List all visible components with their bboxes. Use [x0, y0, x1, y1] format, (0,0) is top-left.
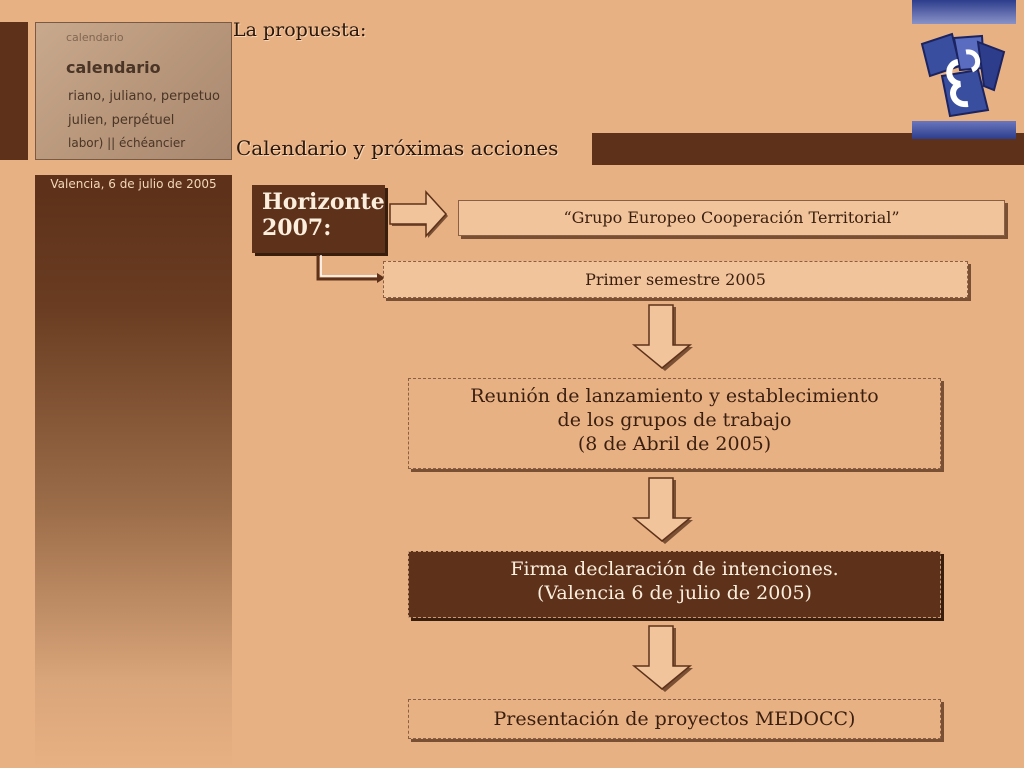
- presentacion-box: [408, 699, 941, 739]
- photo-word-2: riano, juliano, perpetuo: [68, 89, 221, 104]
- horizonte-line-1: Horizonte: [262, 189, 385, 215]
- grupo-europeo-box: [458, 200, 1005, 236]
- page-title: La propuesta:: [233, 19, 367, 41]
- reunion-line-1: Reunión de lanzamiento y establecimiento: [470, 385, 879, 407]
- puzzle-logo-icon: [912, 26, 1016, 120]
- photo-word-4: labor) || échéancier: [68, 136, 186, 150]
- logo-bar-bottom: [912, 121, 1016, 139]
- left-decorative-band: [0, 22, 28, 160]
- horizonte-line-2: 2007:: [262, 215, 332, 241]
- firma-line-1: Firma declaración de intenciones.: [510, 558, 839, 580]
- horizonte-label: [252, 185, 385, 253]
- date-label: Valencia, 6 de julio de 2005: [35, 175, 232, 193]
- section-subtitle: Calendario y próximas acciones: [236, 136, 559, 160]
- presentacion-text: Presentación de proyectos MEDOCC): [493, 708, 856, 730]
- logo-bar-top: [912, 0, 1016, 24]
- photo-word-1: calendario: [66, 58, 161, 77]
- firma-box: [408, 551, 941, 618]
- elbow-arrow-icon: [313, 253, 387, 289]
- arrow-down-icon: [633, 626, 697, 694]
- reunion-line-3: (8 de Abril de 2005): [577, 433, 772, 455]
- reunion-box: [408, 378, 941, 469]
- calendar-dictionary-photo: calendario calendario riano, juliano, perpetuo julien, perpétuel labor) || échéancier: [35, 22, 232, 160]
- arrow-right-icon: [388, 188, 454, 248]
- reunion-line-2: de los grupos de trabajo: [557, 409, 792, 431]
- arrow-down-icon: [633, 305, 697, 373]
- firma-line-2: (Valencia 6 de julio de 2005): [537, 582, 812, 604]
- arrow-down-icon: [633, 478, 697, 546]
- grupo-europeo-text: “Grupo Europeo Cooperación Territorial”: [563, 208, 900, 227]
- photo-word-3: julien, perpétuel: [68, 113, 175, 128]
- primer-semestre-text: Primer semestre 2005: [585, 270, 766, 289]
- primer-semestre-box: [383, 261, 968, 298]
- left-gradient-sidebar: [35, 193, 232, 768]
